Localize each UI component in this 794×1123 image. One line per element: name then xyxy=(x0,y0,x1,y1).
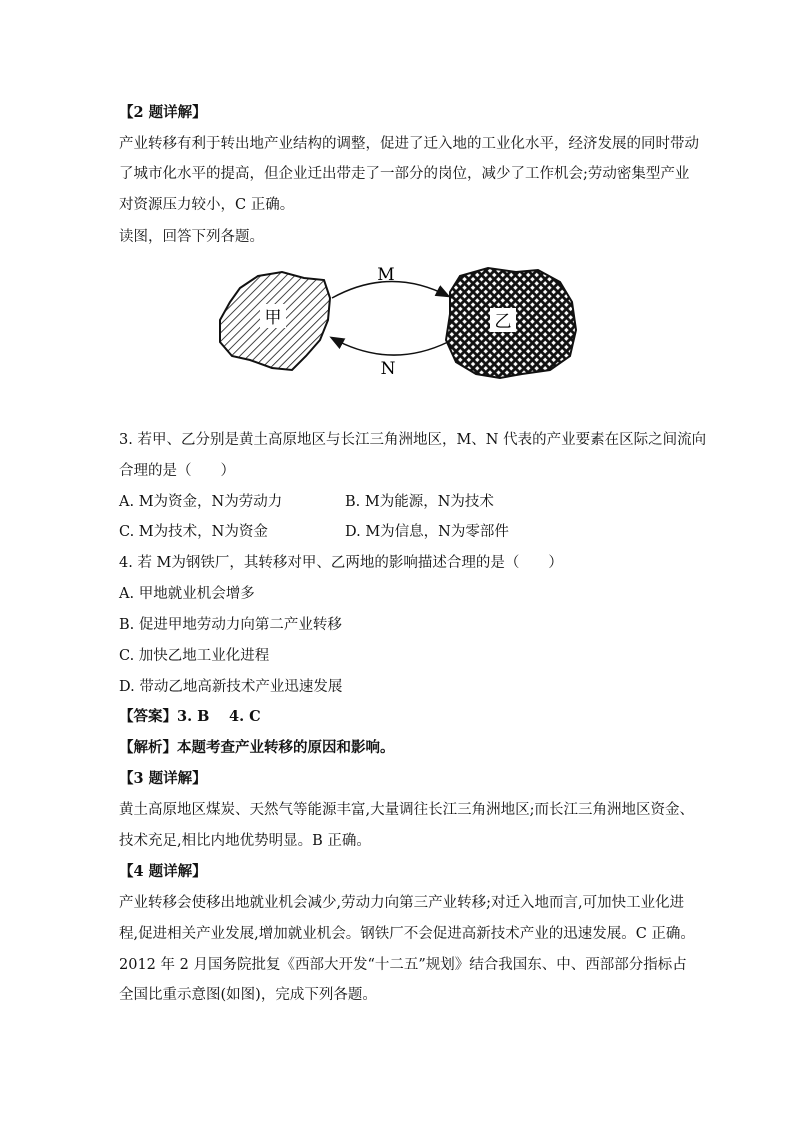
heading-q2-detail: 【2 题详解】 xyxy=(119,104,207,121)
option-4a: A. 甲地就业机会增多 xyxy=(119,586,255,602)
region-jia-label: 甲 xyxy=(264,308,282,328)
paragraph-line: 技术充足,相比内地优势明显。B 正确。 xyxy=(119,833,371,849)
option-4b: B. 促进甲地劳动力向第二产业转移 xyxy=(119,617,342,633)
option-4c: C. 加快乙地工业化进程 xyxy=(119,648,270,664)
analysis-line: 【解析】本题考查产业转移的原因和影响。 xyxy=(119,739,395,756)
paragraph-line: 程,促进相关产业发展,增加就业机会。钢铁厂不会促进高新技术产业的迅速发展。C 正确。 xyxy=(119,926,695,942)
arrow-n-label: N xyxy=(380,359,396,379)
paragraph-line: 了城市化水平的提高，但企业迁出带走了一部分的岗位，减少了工作机会;劳动密集型产业 xyxy=(119,166,690,182)
question-3-stem: 3. 若甲、乙分别是黄土高原地区与长江三角洲地区，M、N 代表的产业要素在区际之间流向 xyxy=(119,432,707,448)
option-3d: D. M为信息，N为零部件 xyxy=(345,524,509,540)
paragraph-line: 黄土高原地区煤炭、天然气等能源丰富,大量调往长江三角洲地区;而长江三角洲地区资金、 xyxy=(119,802,694,818)
question-4-stem: 4. 若 M为钢铁厂，其转移对甲、乙两地的影响描述合理的是（ ） xyxy=(119,555,563,571)
arrow-n xyxy=(332,338,448,355)
paragraph-line: 产业转移会使移出地就业机会减少,劳动力向第三产业转移;对迁入地而言,可加快工业化进 xyxy=(119,895,685,911)
region-yi-label: 乙 xyxy=(494,312,512,332)
paragraph-line: 全国比重示意图(如图)，完成下列各题。 xyxy=(119,987,377,1003)
option-3c: C. M为技术，N为资金 xyxy=(119,524,268,540)
option-3b: B. M为能源，N为技术 xyxy=(345,494,494,510)
paragraph-line: 对资源压力较小，C 正确。 xyxy=(119,197,295,213)
heading-q3-detail: 【3 题详解】 xyxy=(119,770,207,787)
industry-transfer-diagram xyxy=(210,258,590,382)
arrow-m-label: M xyxy=(377,265,395,285)
instruction-line: 读图，回答下列各题。 xyxy=(119,229,264,245)
heading-q4-detail: 【4 题详解】 xyxy=(119,863,207,880)
answer-line: 【答案】3. B 4. C xyxy=(119,708,261,725)
paragraph-line: 2012 年 2 月国务院批复《西部大开发“十二五”规划》结合我国东、中、西部部分指标占 xyxy=(119,957,687,973)
paragraph-line: 产业转移有利于转出地产业结构的调整，促进了迁入地的工业化水平，经济发展的同时带动 xyxy=(119,136,699,152)
option-3a: A. M为资金，N为劳动力 xyxy=(119,494,283,510)
option-4d: D. 带动乙地高新技术产业迅速发展 xyxy=(119,679,343,695)
question-3-stem: 合理的是（ ） xyxy=(119,463,235,479)
